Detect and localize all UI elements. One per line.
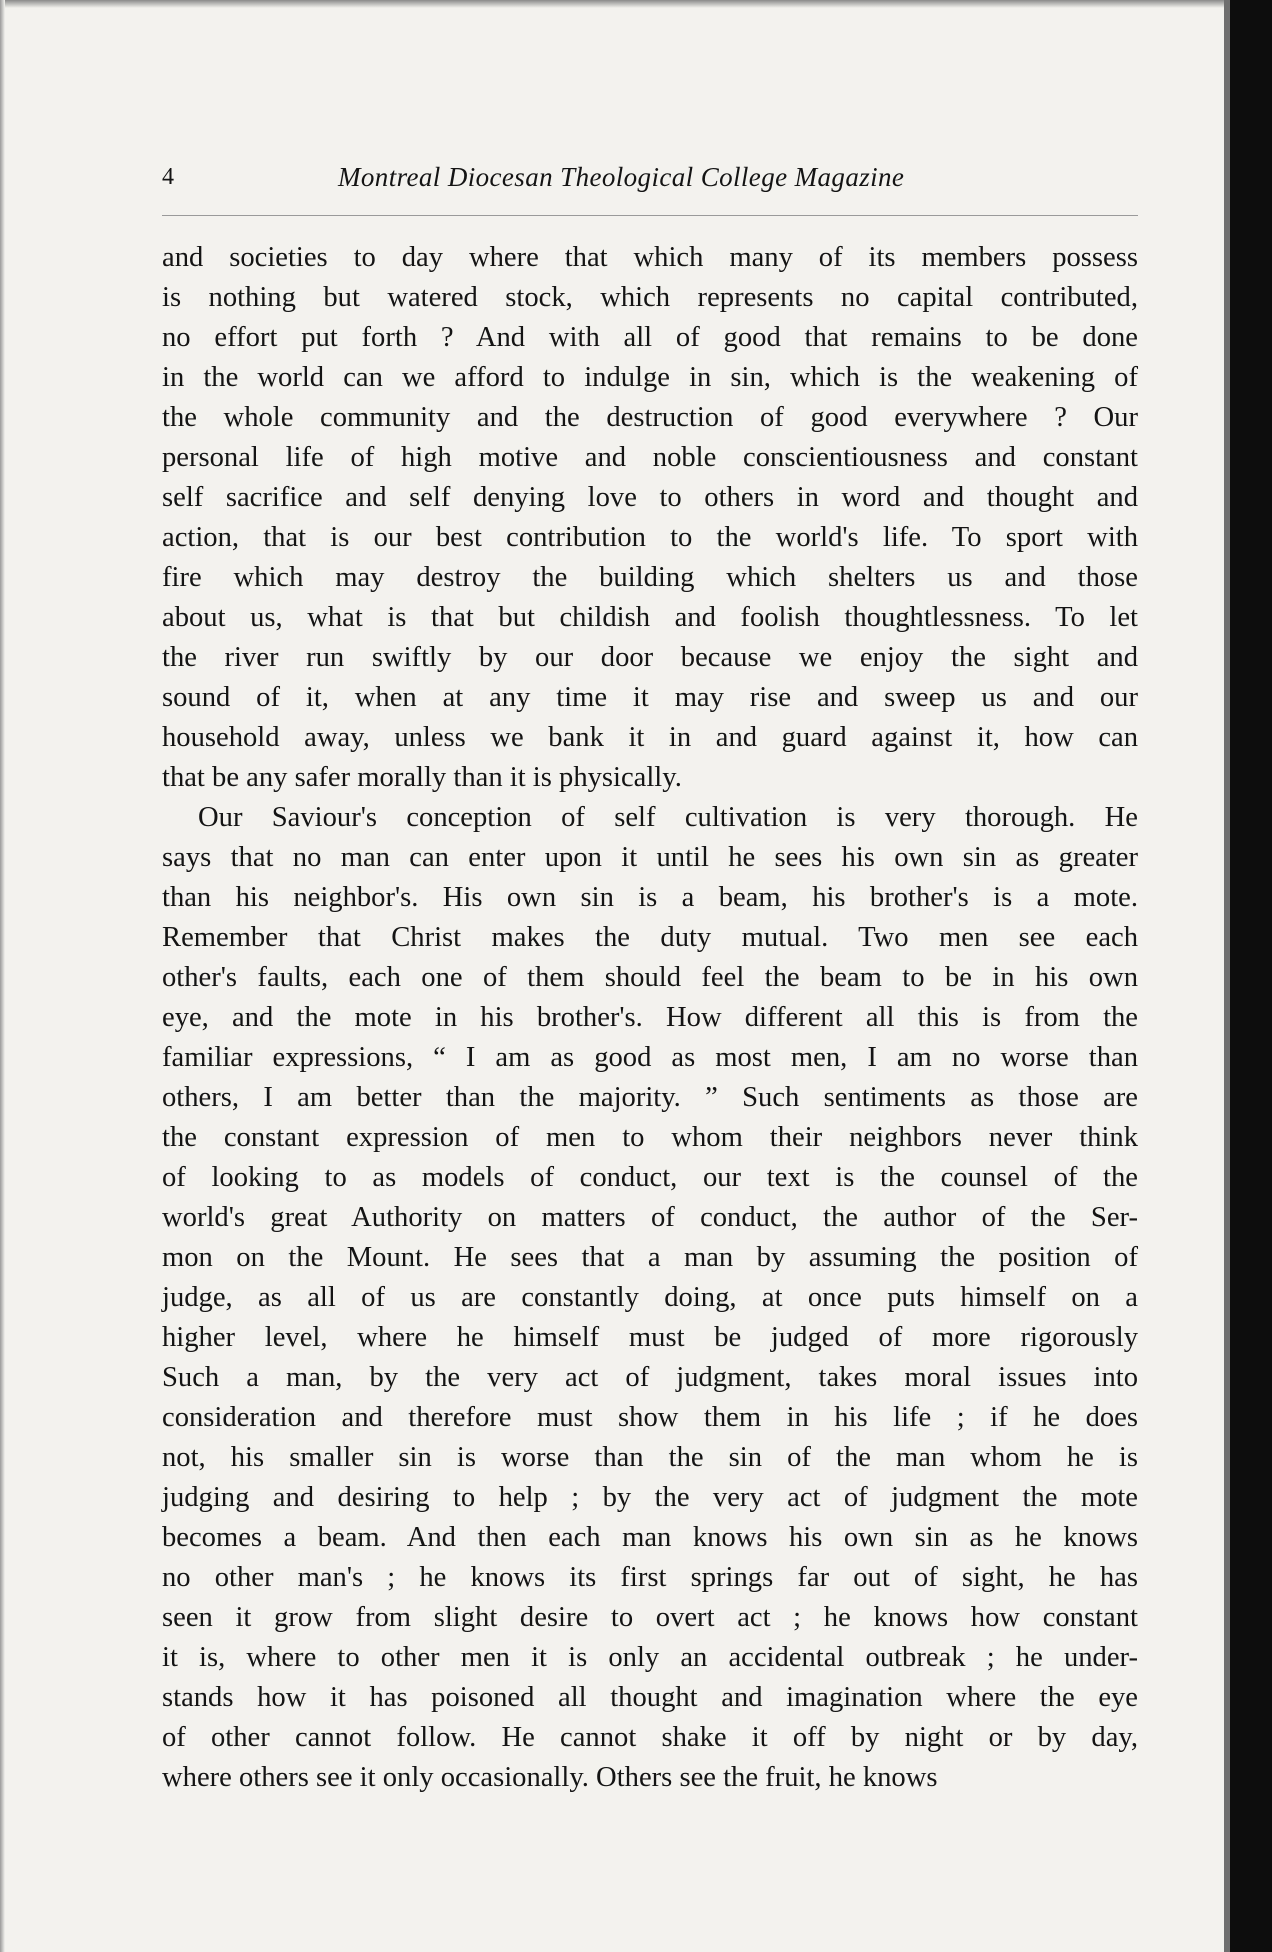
text-line: where others see it only occasionally. Others see the fruit, he knows	[162, 1762, 938, 1793]
text-line: Remember that Christ makes the duty mutual. Two men see each	[162, 922, 1138, 953]
text-line: personal life of high motive and noble conscientiousness and constant	[162, 442, 1138, 473]
text-line: the constant expression of men to whom their neighbors never think	[162, 1122, 1138, 1153]
text-line: familiar expressions, “ I am as good as most men, I am no worse than	[162, 1042, 1138, 1073]
text-line: not, his smaller sin is worse than the sin of the man whom he is	[162, 1442, 1138, 1473]
running-title: Montreal Diocesan Theological College Magazine	[338, 162, 905, 192]
text-line: seen it grow from slight desire to overt act ; he knows how constant	[162, 1602, 1138, 1633]
running-header	[162, 162, 1138, 204]
text-line: stands how it has poisoned all thought and imagination where the eye	[162, 1682, 1138, 1713]
text-line: than his neighbor's. His own sin is a beam, his brother's is a mote.	[162, 882, 1138, 913]
paragraph	[162, 238, 1138, 798]
text-line: self sacrifice and self denying love to others in word and thought and	[162, 482, 1138, 513]
text-line: other's faults, each one of them should feel the beam to be in his own	[162, 962, 1138, 993]
text-line: that be any safer morally than it is physically.	[162, 762, 682, 793]
text-line: says that no man can enter upon it until he sees his own sin as greater	[162, 842, 1138, 873]
scan-edge-top	[0, 0, 1230, 8]
text-line: it is, where to other men it is only an accidental outbreak ; he under-	[162, 1642, 1138, 1673]
text-line: about us, what is that but childish and foolish thoughtlessness. To let	[162, 602, 1138, 633]
text-line: fire which may destroy the building which shelters us and those	[162, 562, 1138, 593]
text-line: eye, and the mote in his brother's. How different all this is from the	[162, 1002, 1138, 1033]
text-line: household away, unless we bank it in and guard against it, how can	[162, 722, 1138, 753]
text-line: action, that is our best contribution to the world's life. To sport with	[162, 522, 1138, 553]
text-line: is nothing but watered stock, which represents no capital contributed,	[162, 282, 1138, 313]
text-line: others, I am better than the majority. ” Such sentiments as those are	[162, 1082, 1138, 1113]
text-line: of other cannot follow. He cannot shake it off by night or by day,	[162, 1722, 1138, 1753]
page-number: 4	[162, 164, 174, 190]
text-line: becomes a beam. And then each man knows his own sin as he knows	[162, 1522, 1138, 1553]
text-line: Our Saviour's conception of self cultivation is very thorough. He	[198, 802, 1138, 833]
text-line: consideration and therefore must show them in his life ; if he does	[162, 1402, 1138, 1433]
text-line: mon on the Mount. He sees that a man by assuming the position of	[162, 1242, 1138, 1273]
text-line: judging and desiring to help ; by the very act of judgment the mote	[162, 1482, 1138, 1513]
paragraph	[162, 798, 1138, 1798]
text-line: sound of it, when at any time it may rise and sweep us and our	[162, 682, 1138, 713]
text-line: no other man's ; he knows its first springs far out of sight, he has	[162, 1562, 1138, 1593]
text-line: the whole community and the destruction of good everywhere ? Our	[162, 402, 1138, 433]
scan-edge-right	[1230, 0, 1272, 1952]
text-line: and societies to day where that which many of its members possess	[162, 242, 1138, 273]
header-rule	[162, 215, 1138, 216]
text-line: judge, as all of us are constantly doing, at once puts himself on a	[162, 1282, 1138, 1313]
body-text	[162, 238, 1138, 1798]
text-line: of looking to as models of conduct, our text is the counsel of the	[162, 1162, 1138, 1193]
text-line: the river run swiftly by our door because we enjoy the sight and	[162, 642, 1138, 673]
text-line: higher level, where he himself must be judged of more rigorously	[162, 1322, 1138, 1353]
text-line: world's great Authority on matters of conduct, the author of the Ser-	[162, 1202, 1138, 1233]
text-line: Such a man, by the very act of judgment, takes moral issues into	[162, 1362, 1138, 1393]
text-line: no effort put forth ? And with all of good that remains to be done	[162, 322, 1138, 353]
text-line: in the world can we afford to indulge in sin, which is the weakening of	[162, 362, 1138, 393]
scan-edge-left	[0, 0, 5, 1952]
